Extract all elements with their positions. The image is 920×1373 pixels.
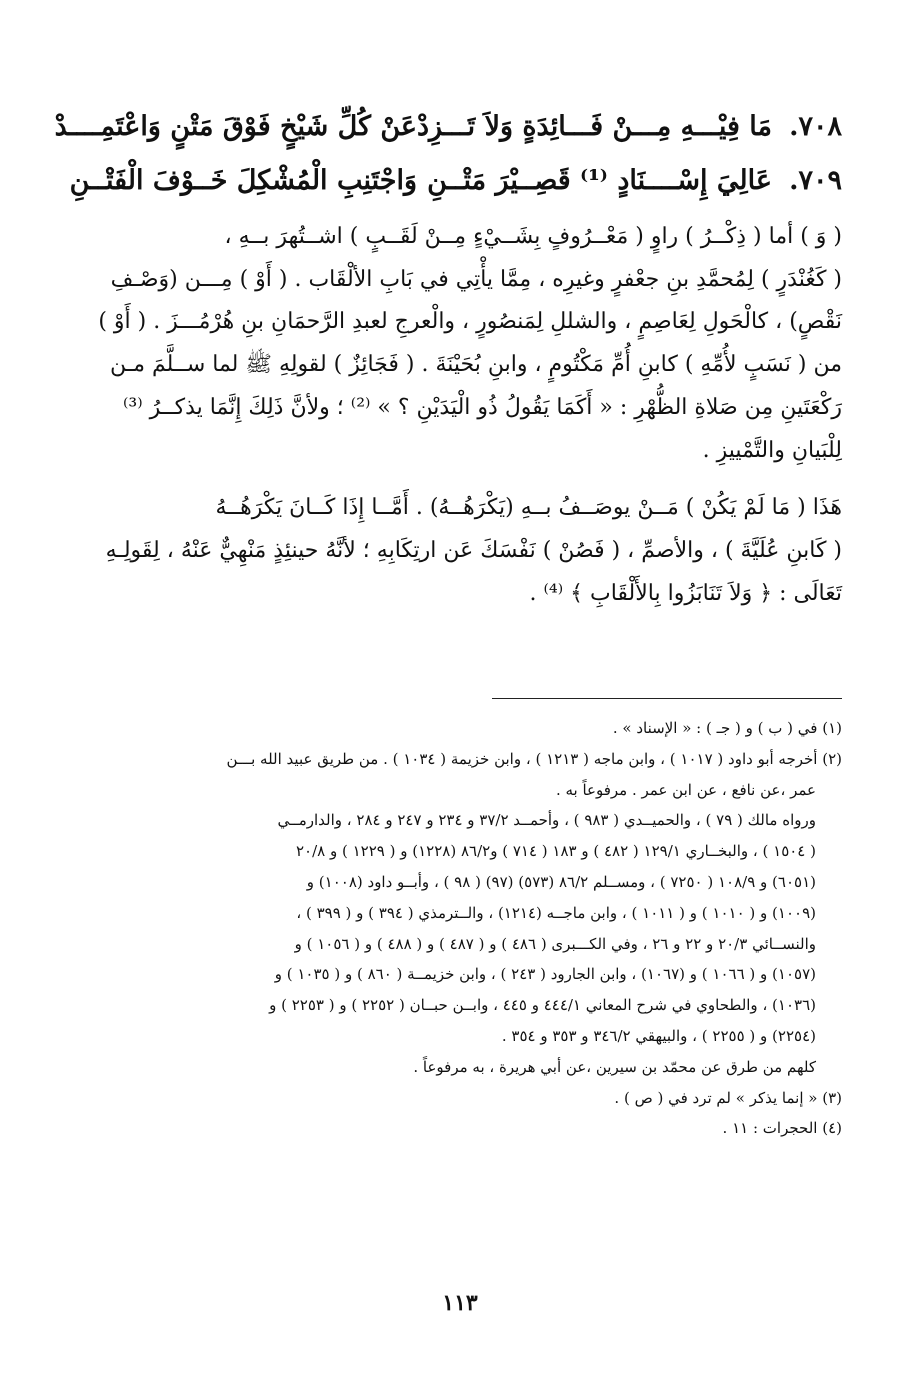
commentary-line: ( كَغُنْدَرٍ ) لِمُحمَّدِ بنِ جعْفرٍ وغيرِه ، مِمَّا يأْتِي في بَابِ الألْقَاب . ( أَوْ ) مِـــن (وَصْـفِ xyxy=(110,266,842,292)
verse-709 xyxy=(69,154,842,206)
commentary-line: ( كَابنِ عُلَيَّةَ ) ، والأصمِّ ، ( فَصُنْ ) نَفْسَكَ عَن ارتِكَابِهِ ؛ لأنَّهُ حينئِذٍ مَنْهِيٌّ عَنْهُ ، لِقَولِـهِ xyxy=(105,537,842,563)
verse-first-hemistich: مَا فِيْـــهِ مِـــنْ فَـــائِدَةٍ وَلاَ تَـــزِدْ xyxy=(417,110,772,142)
verse-second-hemistich: عَنْ كُلِّ شَيْخٍ فَوْقَ مَتْنٍ وَاعْتَمِــــدْ xyxy=(54,110,417,142)
page-number: ١١٣ xyxy=(442,1290,478,1316)
footnote-line: (٣) « إنما يذكر » لم ترد في ( ص ) . xyxy=(614,1088,842,1107)
commentary-line: لِلْبَيانِ والتَّمْييزِ . xyxy=(702,437,842,463)
footnote-line: ( ١٥٠٤ ) ، والبخــاري ١٢٩/١ ( ٤٨٢ ) و ١٨٣ ( ٧١٤ ) و٨٦/٢ (١٢٢٨) و ( ١٢٢٩ ) و ٢٠/٨ xyxy=(295,842,816,861)
footnote-line: والنســائي ٢٠/٣ و ٢٢ و ٢٦ ، وفي الكـــبرى ( ٤٨٦ ) و ( ٤٨٧ ) و ( ٤٨٨ ) و ( ١٠٥٦ ) و xyxy=(294,934,816,953)
verse-number: ٧٠٩. xyxy=(789,164,842,196)
commentary-line: هَذَا ( مَا لَمْ يَكُنْ ) مَــنْ يوصَــفُ بــهِ (يَكْرَهُــهُ) . أَمَّــا إِذَا كَــانَ يَكْرَهُــهُ xyxy=(215,495,842,521)
verse-708 xyxy=(54,100,842,152)
verse-first-hemistich: عَالِيَ إِسْــــنَادٍ ⁽¹⁾ قَصِــيْرَ مَتْــنِ xyxy=(427,164,772,196)
commentary-line: ( وَ ) أما ( ذِكْــرُ ) راوٍ ( مَعْــرُوفٍ بِشَــيْءٍ مِــنْ لَقَــبٍ ) اشــتُهرَ بــهِ ، xyxy=(224,224,842,249)
footnote-line: عمر ،عن نافع ، عن ابن عمر . مرفوعاً به . xyxy=(555,780,816,799)
footnote-separator xyxy=(492,698,842,699)
commentary-line: نَقْصٍ) ، كالْحَولِ لِعَاصِمٍ ، والشللِ لِمَنصُورٍ ، والْعرجِ لعبدِ الرَّحمَانِ بنِ هُرْمُـــزَ . ( أَوْ ) xyxy=(98,309,842,335)
commentary-paragraph xyxy=(82,487,842,615)
footnote-line: (١) في ( ب ) و ( جـ ) : « الإسناد » . xyxy=(612,719,842,737)
commentary-line: تَعَالَى : ﴿ وَلاَ تَنَابَزُوا بِالأَلْقَابِ ﴾ ⁽⁴⁾ . xyxy=(529,580,842,606)
verse-number: ٧٠٨. xyxy=(789,110,842,142)
footnote-3 xyxy=(82,1083,842,1114)
verse-second-hemistich: وَاجْتَنِبِ الْمُشْكِلَ خَــوْفَ الْفَتْــنِ xyxy=(69,164,417,196)
footnote-line: (١٠٣٦) ، والطحاوي في شرح المعاني ٤٤٤/١ و ٤٤٥ ، وابــن حبــان ( ٢٢٥٢ ) و ( ٢٢٥٣ ) و xyxy=(269,996,816,1015)
commentary-paragraph xyxy=(82,216,842,472)
footnote-line: (٢٢٥٤) و ( ٢٢٥٥ ) ، والبيهقي ٣٤٦/٢ و ٣٥٣ و ٣٥٤ . xyxy=(501,1026,816,1045)
footnote-1 xyxy=(82,713,842,744)
footnote-line: ورواه مالك ( ٧٩ ) ، والحميــدي ( ٩٨٣ ) ، وأحمــد ٣٧/٢ و ٢٣٤ و ٢٤٧ و ٢٨٤ ، والدارمــي xyxy=(277,811,816,830)
commentary-line: من ( نَسَبٍ لأُمِّهِ ) كابنِ أُمِّ مَكْتُومٍ ، وابنِ بُحَيْنَةَ . ( فَجَائِزٌ ) لقولِهِ ﷺ لما ســلَّمَ مـن xyxy=(110,352,842,378)
commentary-line: رَكْعَتَينِ مِن صَلاةِ الظُّهْرِ : « أَكَمَا يَقُولُ ذُو الْيَدَيْنِ ؟ » ⁽²⁾ ؛ ولأنَّ ذَلِكَ إِنَّمَا يذكــرُ ⁽³⁾ xyxy=(122,394,842,420)
footnote-line: (١٠٥٧) و ( ١٠٦٦ ) و (١٠٦٧) ، وابن الجارود ( ٢٤٣ ) ، وابن خزيمــة ( ٨٦٠ ) و ( ١٠٣٥ ) و xyxy=(274,965,816,984)
footnote-line: (٦٠٥١) و ١٠٨/٩ ( ٧٢٥٠ ) ، ومســلم ٨٦/٢ (٥٧٣) (٩٧) ( ٩٨ ) ، وأبــو داود (١٠٠٨) و xyxy=(306,872,816,891)
footnote-line: (٤) الحجرات : ١١ . xyxy=(722,1119,842,1138)
commentary-text xyxy=(82,216,842,615)
footnote-line: (١٠٠٩) و ( ١٠١٠ ) و ( ١٠١١ ) ، وابن ماجــه (١٢١٤) ، والــترمذي ( ٣٩٤ ) و ( ٣٩٩ ) ، xyxy=(296,903,816,922)
footnote-line: كلهم من طرق عن محمّد بن سيرين ،عن أبي هريرة ، به مرفوعاً . xyxy=(413,1057,816,1076)
footnotes xyxy=(82,713,842,1144)
footnote-4 xyxy=(82,1113,842,1144)
footnote-line: (٢) أخرجه أبو داود ( ١٠١٧ ) ، وابن ماجه ( ١٢١٣ ) ، وابن خزيمة ( ١٠٣٤ ) . من طريق عبيد الله بـــن xyxy=(226,749,842,768)
footnote-2 xyxy=(82,744,842,1083)
